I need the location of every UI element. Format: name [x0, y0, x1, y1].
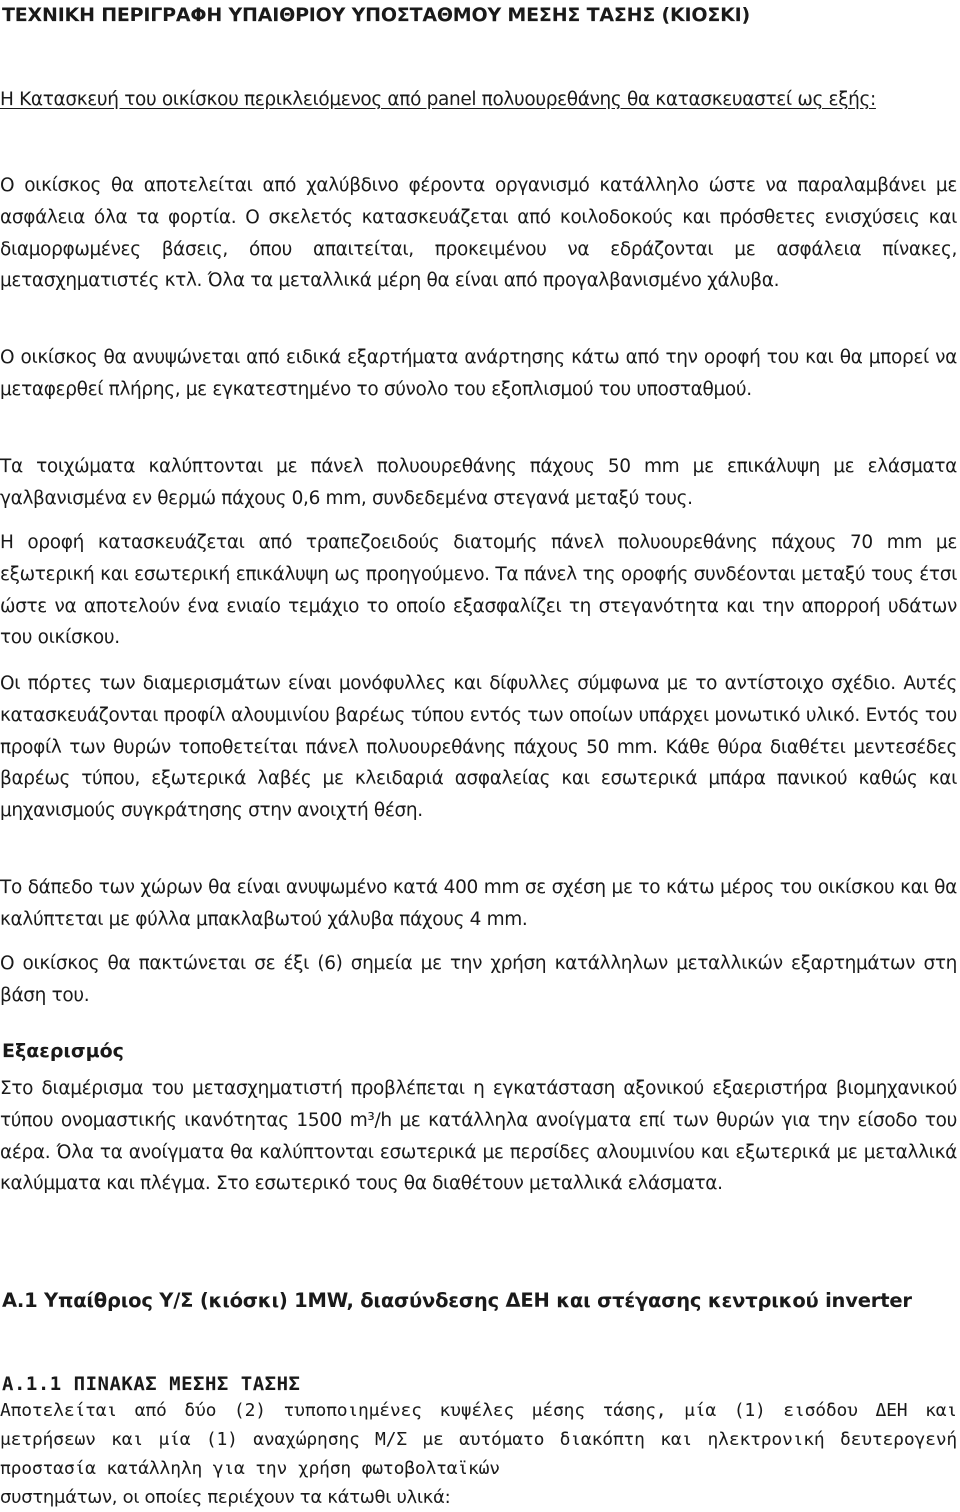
- paragraph-roof: Η οροφή κατασκευάζεται από τραπεζοειδούς διατομής πάνελ πολυουρεθάνης πάχους 70 mm με εξωτερική και εσωτερική επικάλυψη ως προηγούμενο. Τα πάνελ της οροφής συνδέονται μεταξύ τους έτσι ώστε να αποτελούν ένα ενιαίο τεμάχιο το οποίο εξασφαλίζει τη στεγανότητα και την απορροή υδάτων του οικίσκου.: [0, 532, 957, 649]
- intro-paragraph: Η Κατασκευή του οικίσκου περικλειόμενος από panel πολυουρεθάνης θα κατασκευαστεί ως εξής:: [0, 89, 876, 110]
- document-title: ΤΕΧΝΙΚΗ ΠΕΡΙΓΡΑΦΗ ΥΠΑΙΘΡΙΟΥ ΥΠΟΣΤΑΘΜΟΥ ΜΕΣΗΣ ΤΑΣΗΣ (ΚΙΟΣΚΙ): [2, 4, 751, 26]
- ventilation-paragraph: Στο διαμέρισμα του μετασχηματιστή προβλέπεται η εγκατάσταση αξονικού εξαεριστήρα βιομηχανικού τύπου ονομαστικής ικανότητας 1500 m³/h με κατάλληλα ανοίγματα επί των θυρών για την είσοδο του αέρα. Όλα τα ανοίγματα θα καλύπτονται εσωτερικά με περσίδες αλουμινίου και εξωτερικά με μεταλλικά καλύμματα και πλέγμα. Στο εσωτερικό τους θα διαθέτουν μεταλλικά ελάσματα.: [0, 1078, 957, 1195]
- section-a11-paragraph: [0, 1396, 957, 1512]
- section-a11-text: Αποτελείται από δύο (2) τυποποιημένες κυψέλες μέσης τάσης, μία (1) εισόδου ΔΕΗ και μετρήσεων και μία (1) αναχώρησης Μ/Σ με αυτόματο διακόπτη και ηλεκτρονική δευτερογενή προστασία κατάλληλη για την χρήση φωτοβολταϊκών: [0, 1400, 957, 1479]
- paragraph-frame: Ο οικίσκος θα αποτελείται από χαλύβδινο φέροντα οργανισμό κατάλληλο ώστε να παραλαμβάνει με ασφάλεια όλα τα φορτία. Ο σκελετός κατασκευάζεται από κοιλοδοκούς και πρόσθετες ενισχύσεις και διαμορφωμένες βάσεις, όπου απαιτείται, προκειμένου να εδράζονται με ασφάλεια πίνακες, μετασχηματιστές κτλ. Όλα τα μεταλλικά μέρη θα είναι από προγαλβανισμένο χάλυβα.: [0, 175, 957, 292]
- section-a11-tail: συστημάτων, οι οποίες περιέχουν τα κάτωθι υλικά:: [0, 1487, 451, 1508]
- paragraph-walls: Τα τοιχώματα καλύπτονται με πάνελ πολυουρεθάνης πάχους 50 mm με επικάλυψη με ελάσματα γαλβανισμένα εν θερμώ πάχους 0,6 mm, συνδεδεμένα στεγανά μεταξύ τους.: [0, 456, 957, 509]
- paragraph-anchoring: Ο οικίσκος θα πακτώνεται σε έξι (6) σημεία με την χρήση κατάλληλων μεταλλικών εξαρτημάτων στη βάση του.: [0, 953, 957, 1006]
- section-a11-heading: Α.1.1 ΠΙΝΑΚΑΣ ΜΕΣΗΣ ΤΑΣΗΣ: [2, 1373, 301, 1395]
- paragraph-floor: Το δάπεδο των χώρων θα είναι ανυψωμένο κατά 400 mm σε σχέση με το κάτω μέρος του οικίσκου και θα καλύπτεται με φύλλα μπακλαβωτού χάλυβα πάχους 4 mm.: [0, 877, 957, 930]
- paragraph-lifting: Ο οικίσκος θα ανυψώνεται από ειδικά εξαρτήματα ανάρτησης κάτω από την οροφή του και θα μπορεί να μεταφερθεί πλήρης, με εγκατεστημένο το σύνολο του εξοπλισμού του υποσταθμού.: [0, 347, 957, 400]
- paragraph-doors: Οι πόρτες των διαμερισμάτων είναι μονόφυλλες και δίφυλλες σύμφωνα με το αντίστοιχο σχέδιο. Αυτές κατασκευάζονται προφίλ αλουμινίου βαρέως τύπου εντός των οποίων υπάρχει μονωτικό υλικό. Εντός του προφίλ των θυρών τοποθετείται πάνελ πολυουρεθάνης πάχους 50 mm. Κάθε θύρα διαθέτει μεντεσέδες βαρέως τύπου, εξωτερικά λαβές με κλειδαριά ασφαλείας και εσωτερικά μπάρα πανικού καθώς και μηχανισμούς συγκράτησης στην ανοιχτή θέση.: [0, 673, 957, 822]
- section-a1-heading: Α.1 Υπαίθριος Υ/Σ (κιόσκι) 1MW, διασύνδεσης ΔΕΗ και στέγασης κεντρικού inverter: [2, 1289, 912, 1312]
- ventilation-heading: Εξαερισμός: [2, 1040, 124, 1062]
